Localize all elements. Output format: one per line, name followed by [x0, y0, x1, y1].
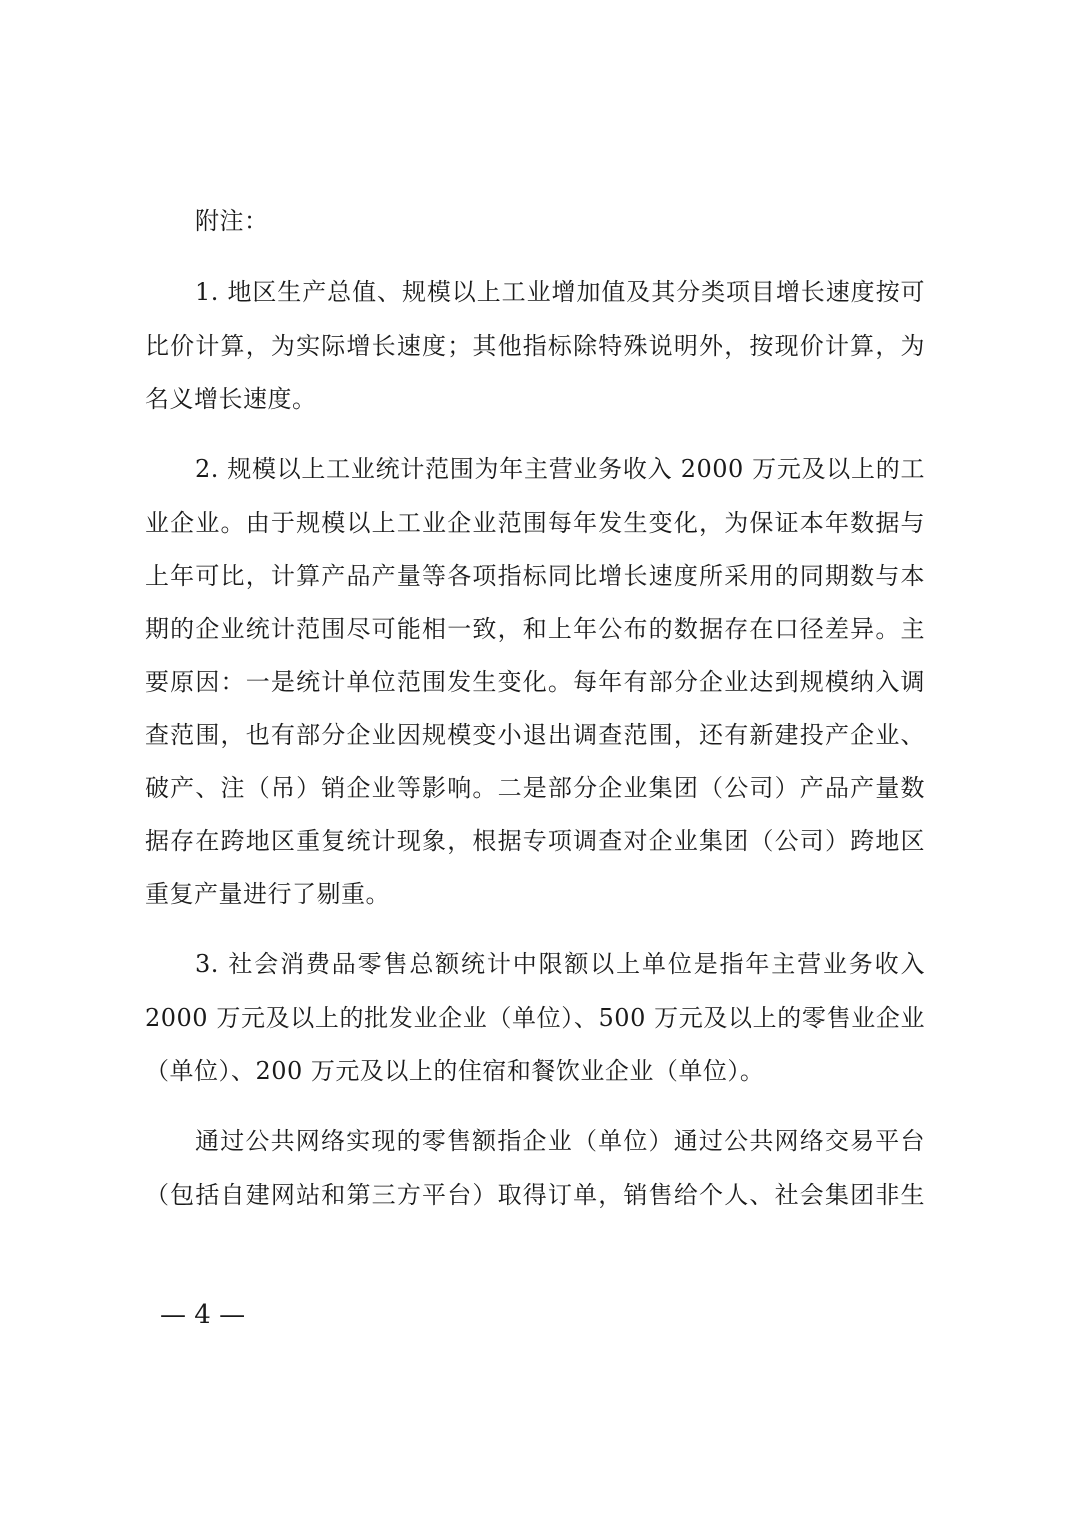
paragraph-1-line-2: 比价计算，为实际增长速度；其他指标除特殊说明外，按现价计算，为	[145, 332, 925, 360]
paragraph-1-line-3: 名义增长速度。	[145, 385, 317, 413]
paragraph-1-line-1: 1. 地区生产总值、规模以上工业增加值及其分类项目增长速度按可	[195, 278, 925, 306]
page-number: — 4 —	[160, 1300, 246, 1330]
notes-heading: 附注：	[195, 207, 269, 235]
paragraph-2-line-4: 期的企业统计范围尽可能相一致，和上年公布的数据存在口径差异。主	[145, 615, 925, 643]
paragraph-2-line-8: 据存在跨地区重复统计现象，根据专项调查对企业集团（公司）跨地区	[145, 827, 925, 855]
paragraph-4-line-1: 通过公共网络实现的零售额指企业（单位）通过公共网络交易平台	[195, 1127, 925, 1155]
paragraph-2-line-9: 重复产量进行了剔重。	[145, 880, 390, 908]
paragraph-2-line-6: 查范围，也有部分企业因规模变小退出调查范围，还有新建投产企业、	[145, 721, 925, 749]
paragraph-2-line-5: 要原因：一是统计单位范围发生变化。每年有部分企业达到规模纳入调	[145, 668, 925, 696]
paragraph-3-line-3: （单位）、200 万元及以上的住宿和餐饮业企业（单位）。	[145, 1057, 765, 1085]
paragraph-4-line-2: （包括自建网站和第三方平台）取得订单，销售给个人、社会集团非生	[145, 1181, 925, 1209]
paragraph-2-line-7: 破产、注（吊）销企业等影响。二是部分企业集团（公司）产品产量数	[145, 774, 925, 802]
paragraph-2-line-3: 上年可比，计算产品产量等各项指标同比增长速度所采用的同期数与本	[145, 562, 925, 590]
paragraph-2-line-2: 业企业。由于规模以上工业企业范围每年发生变化，为保证本年数据与	[145, 509, 925, 537]
paragraph-2-line-1: 2. 规模以上工业统计范围为年主营业务收入 2000 万元及以上的工	[195, 455, 925, 483]
paragraph-3-line-1: 3. 社会消费品零售总额统计中限额以上单位是指年主营业务收入	[195, 950, 925, 978]
paragraph-3-line-2: 2000 万元及以上的批发业企业（单位）、500 万元及以上的零售业企业	[145, 1004, 925, 1032]
